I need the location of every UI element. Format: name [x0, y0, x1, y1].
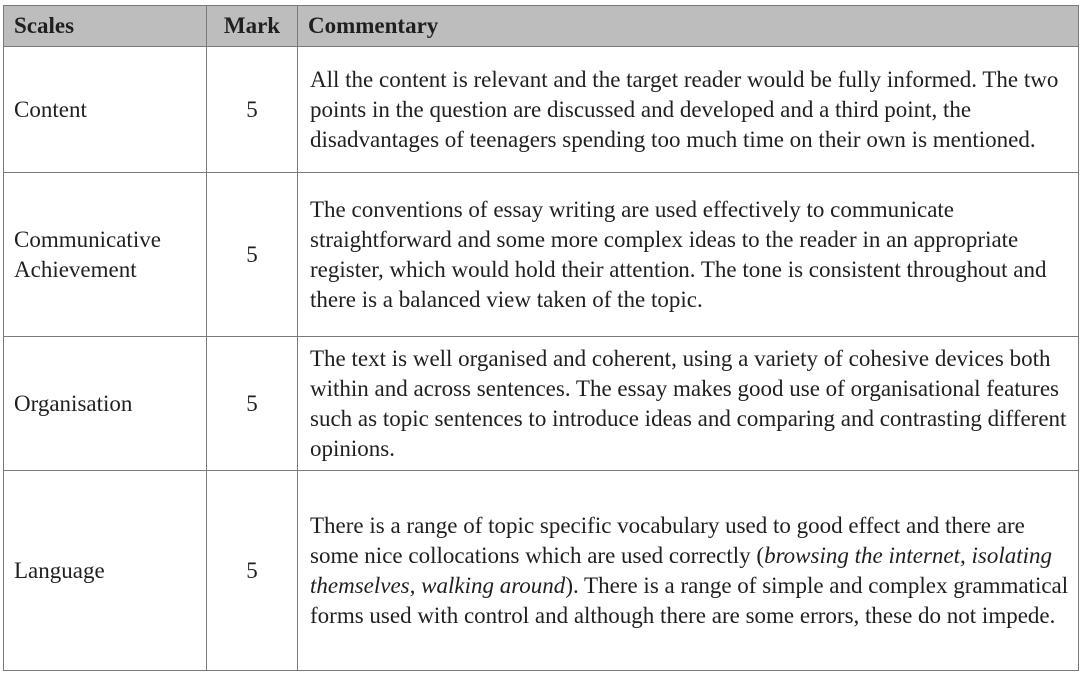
assessment-table — [3, 5, 1079, 671]
mark-value: 5 — [207, 47, 298, 173]
table-row — [4, 173, 1079, 337]
commentary-collocations: browsing the internet, isolating themselves, walking around — [310, 542, 1053, 598]
commentary-text: The conventions of essay writing are used effectively to communicate straightforward and some more complex ideas to the reader in an appropriate register, which would hold their attention. The tone is consistent throughout and there is a balanced view taken of the topic. — [298, 173, 1079, 337]
mark-value: 5 — [207, 471, 298, 671]
header-scales: Scales — [4, 6, 207, 47]
commentary-text-start: There is a range of topic specific vocabulary used to good effect and there are some nice collocations which are used correctly ( — [310, 512, 1025, 568]
commentary-text: All the content is relevant and the target reader would be fully informed. The two points in the question are discussed and developed and a third point, the disadvantages of teenagers spending too much time on their own is mentioned. — [298, 47, 1079, 173]
scale-label: Communicative Achievement — [4, 173, 207, 337]
table-row — [4, 337, 1079, 471]
commentary-text — [298, 471, 1079, 671]
header-commentary: Commentary — [298, 6, 1079, 47]
scale-label: Organisation — [4, 337, 207, 471]
mark-value: 5 — [207, 173, 298, 337]
header-row — [4, 6, 1079, 47]
scale-label: Content — [4, 47, 207, 173]
scale-label: Language — [4, 471, 207, 671]
commentary-text: The text is well organised and coherent, using a variety of cohesive devices both within and across sentences. The essay makes good use of organisational features such as topic sentences to introduce ideas and comparing and contrasting different opinions. — [298, 337, 1079, 471]
header-mark: Mark — [207, 6, 298, 47]
mark-value: 5 — [207, 337, 298, 471]
commentary-text-end: ). There is a range of simple and complex grammatical forms used with control and although there are some errors, these do not impede. — [310, 572, 1069, 628]
table-row — [4, 47, 1079, 173]
table-row — [4, 471, 1079, 671]
